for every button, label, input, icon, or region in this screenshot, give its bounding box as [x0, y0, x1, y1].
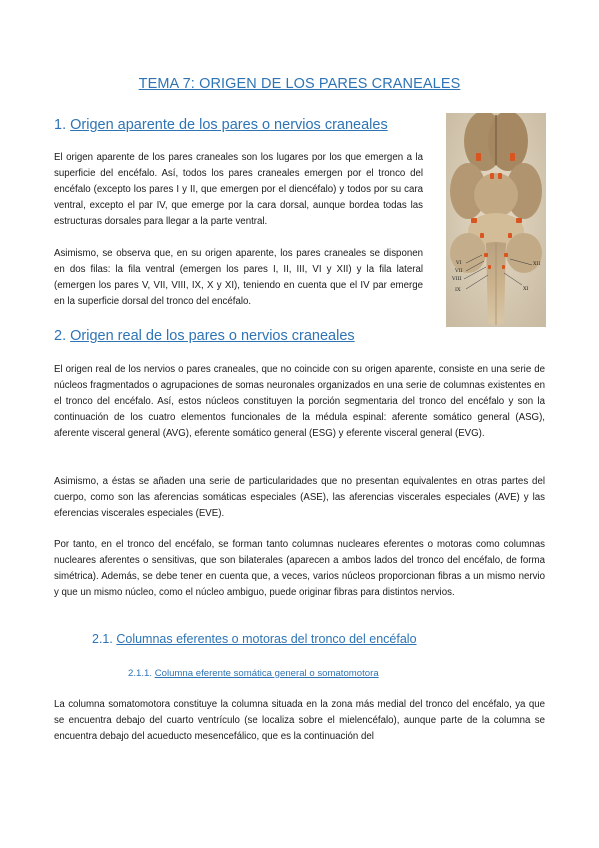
section-2-paragraph-2: Asimismo, a éstas se añaden una serie de particularidades que no presentan equivalentes en otras partes del cuerpo, como son las aferencias somáticas especiales (ASE), las aferencias viscerales especiales (AVE) y las eferencias viscerales especiales (EVE).	[54, 476, 545, 519]
section-2-paragraph-1: El origen real de los nervios o pares craneales, que no coincide con su origen aparente, consiste en una serie de núcleos fragmentados o agrupaciones de somas neuronales organizados en una serie de columnas existentes en el tronco del encéfalo. Así, estos núcleos constituyen la porción segmentaria del tronco del encéfalo y son la continuación de los cuatro elementos funcionales de la médula espinal: aferente somático general (ASG), aferente visceral general (AVG), eferente somático general (ESG) y eferente visceral general (EVG).	[54, 364, 545, 439]
section-2-1-1-paragraph-1: La columna somatomotora constituye la columna situada en la zona más medial del tronco del encéfalo, ya que se encuentra debajo del cuarto ventrículo (se localiza sobre el mielencéfalo), aunque parte de la columna se encuentra debajo del acueducto mesencefálico, que es la continuación del	[54, 699, 545, 742]
section-1-number: 1.	[54, 117, 67, 133]
section-1-heading	[54, 117, 388, 133]
section-2-heading	[54, 328, 355, 344]
figure-label-vii: VII	[455, 268, 463, 274]
brainstem-ventral-view-image	[446, 113, 546, 327]
section-2-number: 2.	[54, 328, 67, 344]
brainstem-illustration	[446, 113, 546, 327]
figure-label-vi: VI	[456, 260, 462, 266]
section-1-title: Origen aparente de los pares o nervios craneales	[70, 117, 388, 133]
figure-label-ix: IX	[455, 287, 461, 293]
figure-label-xi: XI	[523, 286, 529, 292]
section-2-1-title: Columnas eferentes o motoras del tronco del encéfalo	[116, 632, 417, 646]
section-2-1-1-number: 2.1.1.	[128, 668, 153, 679]
section-2-title: Origen real de los pares o nervios craneales	[70, 328, 355, 344]
section-2-paragraph-3: Por tanto, en el tronco del encéfalo, se forman tanto columnas nucleares eferentes o motoras como columnas nucleares aferentes o sensitivas, que son bilaterales (aparecen a ambos lados del tronco del encéfalo, de forma simétrica). Además, se debe tener en cuenta que, a veces, varios núcleos proporcionan fibras a un mismo nervio y que un mismo núcleo, como el núcleo ambiguo, puede originar fibras para distintos nervios.	[54, 539, 545, 598]
section-2-1-number: 2.1.	[92, 632, 113, 646]
figure-label-xii: XII	[533, 261, 541, 267]
section-2-1-1-title: Columna eferente somática general o somatomotora	[154, 668, 379, 679]
section-2-1-heading	[92, 632, 417, 646]
section-2-1-1-heading	[128, 668, 379, 679]
section-1-paragraph-1: El origen aparente de los pares craneales son los lugares por los que emergen a la superficie del encéfalo. Así, todos los pares craneales emergen por el tronco del encéfalo (excepto los pares I y II, que emergen por el diencéfalo) y todos por su cara ventral, excepto el par IV, que emerge por la cara dorsal, aunque bordea todas las estructuras dorsales para llegar a la parte ventral.	[54, 152, 423, 227]
figure-label-viii: VIII	[452, 276, 462, 282]
section-1-paragraph-2: Asimismo, se observa que, en su origen aparente, los pares craneales se disponen en dos filas: la fila ventral (emergen los pares I, II, III, VI y XII) y la fila lateral (emergen los pares V, VII, VIII, IX, X y XI), teniendo en cuenta que el IV par emerge en la superficie dorsal del tronco del encéfalo.	[54, 248, 423, 307]
page-title: TEMA 7: ORIGEN DE LOS PARES CRANEALES	[138, 76, 461, 92]
